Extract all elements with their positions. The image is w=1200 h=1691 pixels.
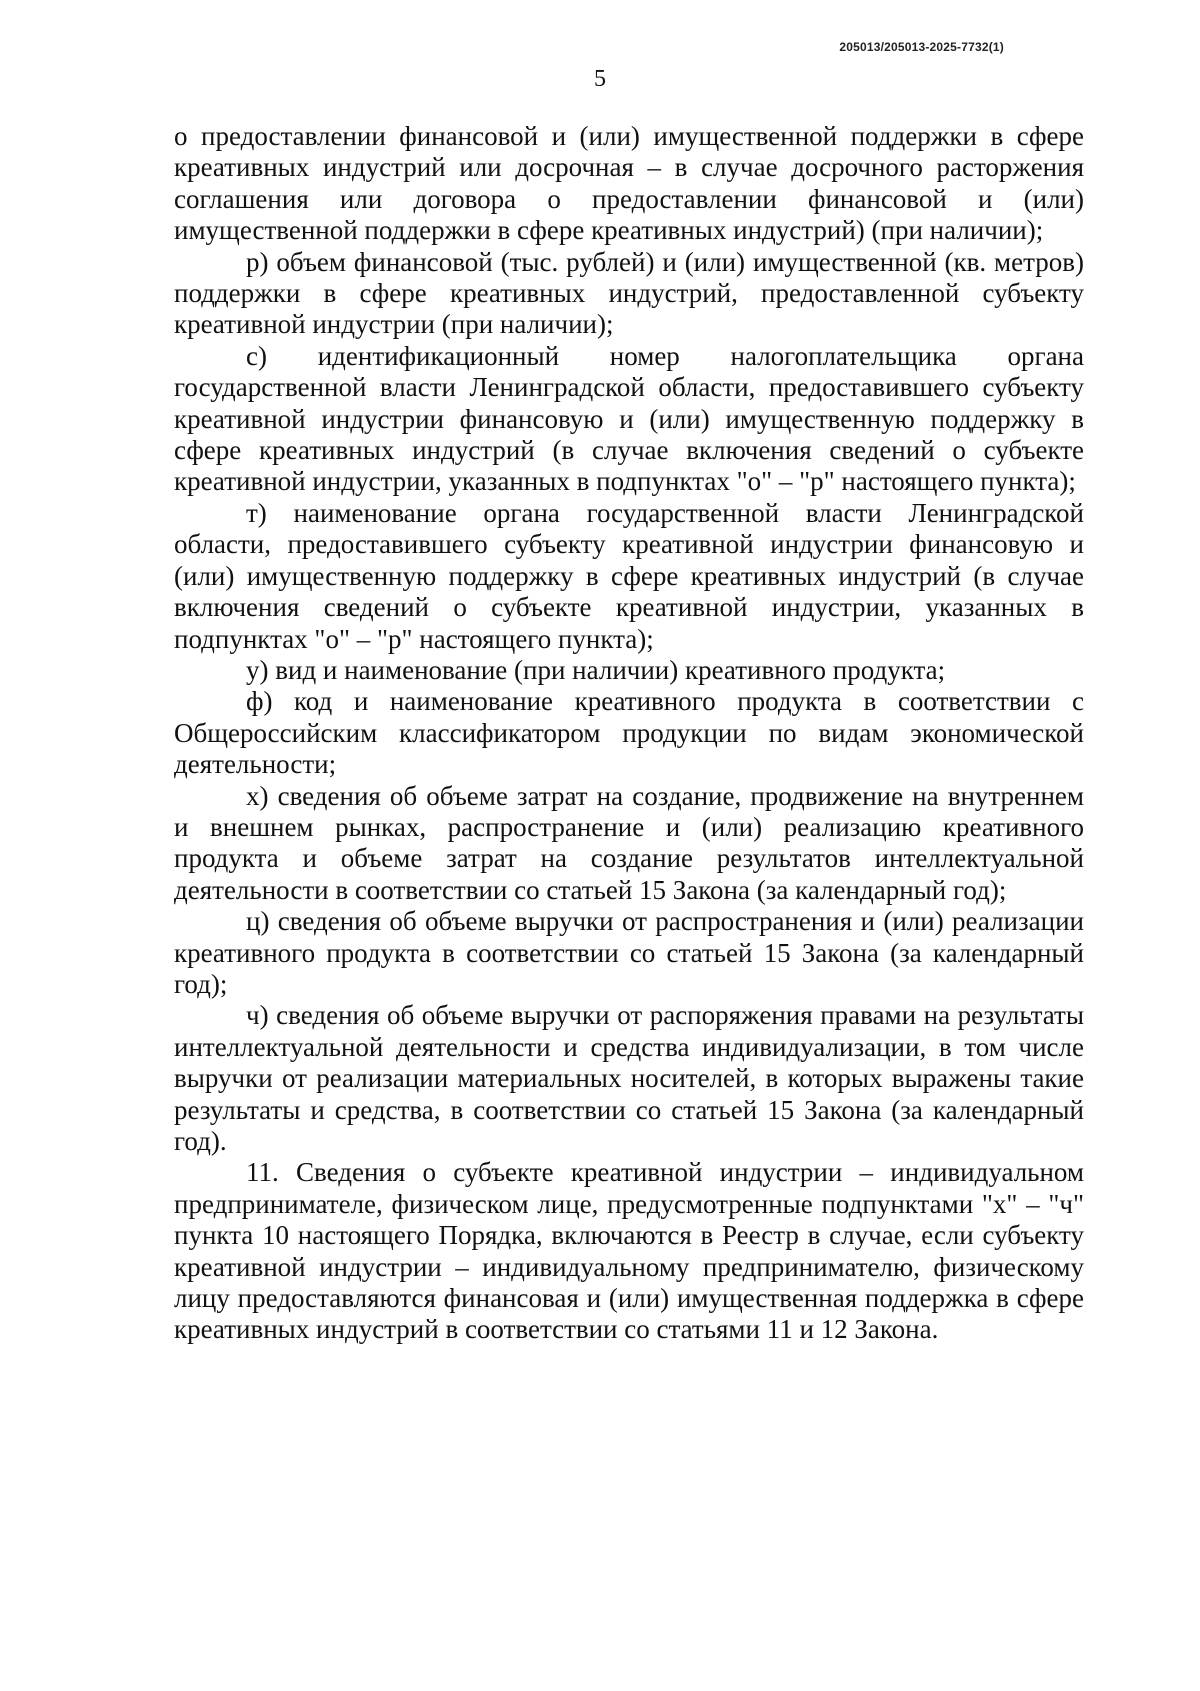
paragraph-item-ts: ц) сведения об объеме выручки от распространения и (или) реализации креативного продукта в соответствии со статьей 15 Закона (за календарный год); [174, 906, 1084, 999]
paragraph-item-ch: ч) сведения об объеме выручки от распоряжения правами на результаты интеллектуальной деятельности и средства индивидуализации, в том числе выручки от реализации материальных носителей, в которых выражены такие результаты и средства, в соответствии со статьей 15 Закона (за календарный год). [174, 1000, 1084, 1156]
body-text [174, 121, 1084, 1346]
paragraph-section-11: 11. Сведения о субъекте креативной индустрии – индивидуальном предпринимателе, физическом лице, предусмотренные подпунктами "х" – "ч" пункта 10 настоящего Порядка, включаются в Реестр в случае, если субъекту креативной индустрии – индивидуальному предпринимателю, физическому лицу предоставляются финансовая и (или) имущественная поддержка в сфере креативных индустрий в соответствии со статьями 11 и 12 Закона. [174, 1157, 1084, 1345]
document-id: 205013/205013-2025-7732(1) [839, 40, 1004, 54]
paragraph-item-u: у) вид и наименование (при наличии) креативного продукта; [246, 654, 946, 685]
paragraph-continuation: о предоставлении финансовой и (или) имущественной поддержки в сфере креативных индустрий или досрочная – в случае досрочного расторжения соглашения или договора о предоставлении финансовой и (или) имущественной поддержки в сфере креативных индустрий) (при наличии); [174, 121, 1084, 246]
paragraph-item-t: т) наименование органа государственной власти Ленинградской области, предоставившего субъекту креативной индустрии финансовую и (или) имущественную поддержку в сфере креативных индустрий (в случае включения сведений о субъекте креативной индустрии, указанных в подпунктах "о" – "р" настоящего пункта); [174, 497, 1084, 654]
paragraph-item-kh: х) сведения об объеме затрат на создание, продвижение на внутреннем и внешнем рынках, распространение и (или) реализацию креативного продукта и объеме затрат на создание результатов интеллектуальной деятельности в соответствии со статьей 15 Закона (за календарный год); [174, 780, 1084, 905]
page-number: 5 [594, 66, 606, 92]
paragraph-item-s: с) идентификационный номер налогоплательщика органа государственной власти Ленинградской области, предоставившего субъекту креативной индустрии финансовую и (или) имущественную поддержку в сфере креативных индустрий (в случае включения сведений о субъекте креативной индустрии, указанных в подпунктах "о" – "р" настоящего пункта); [174, 340, 1084, 497]
paragraph-item-r: р) объем финансовой (тыс. рублей) и (или) имущественной (кв. метров) поддержки в сфере креативных индустрий, предоставленной субъекту креативной индустрии (при наличии); [174, 246, 1084, 340]
paragraph-item-f: ф) код и наименование креативного продукта в соответствии с Общероссийским классификатором продукции по видам экономической деятельности; [174, 686, 1084, 780]
